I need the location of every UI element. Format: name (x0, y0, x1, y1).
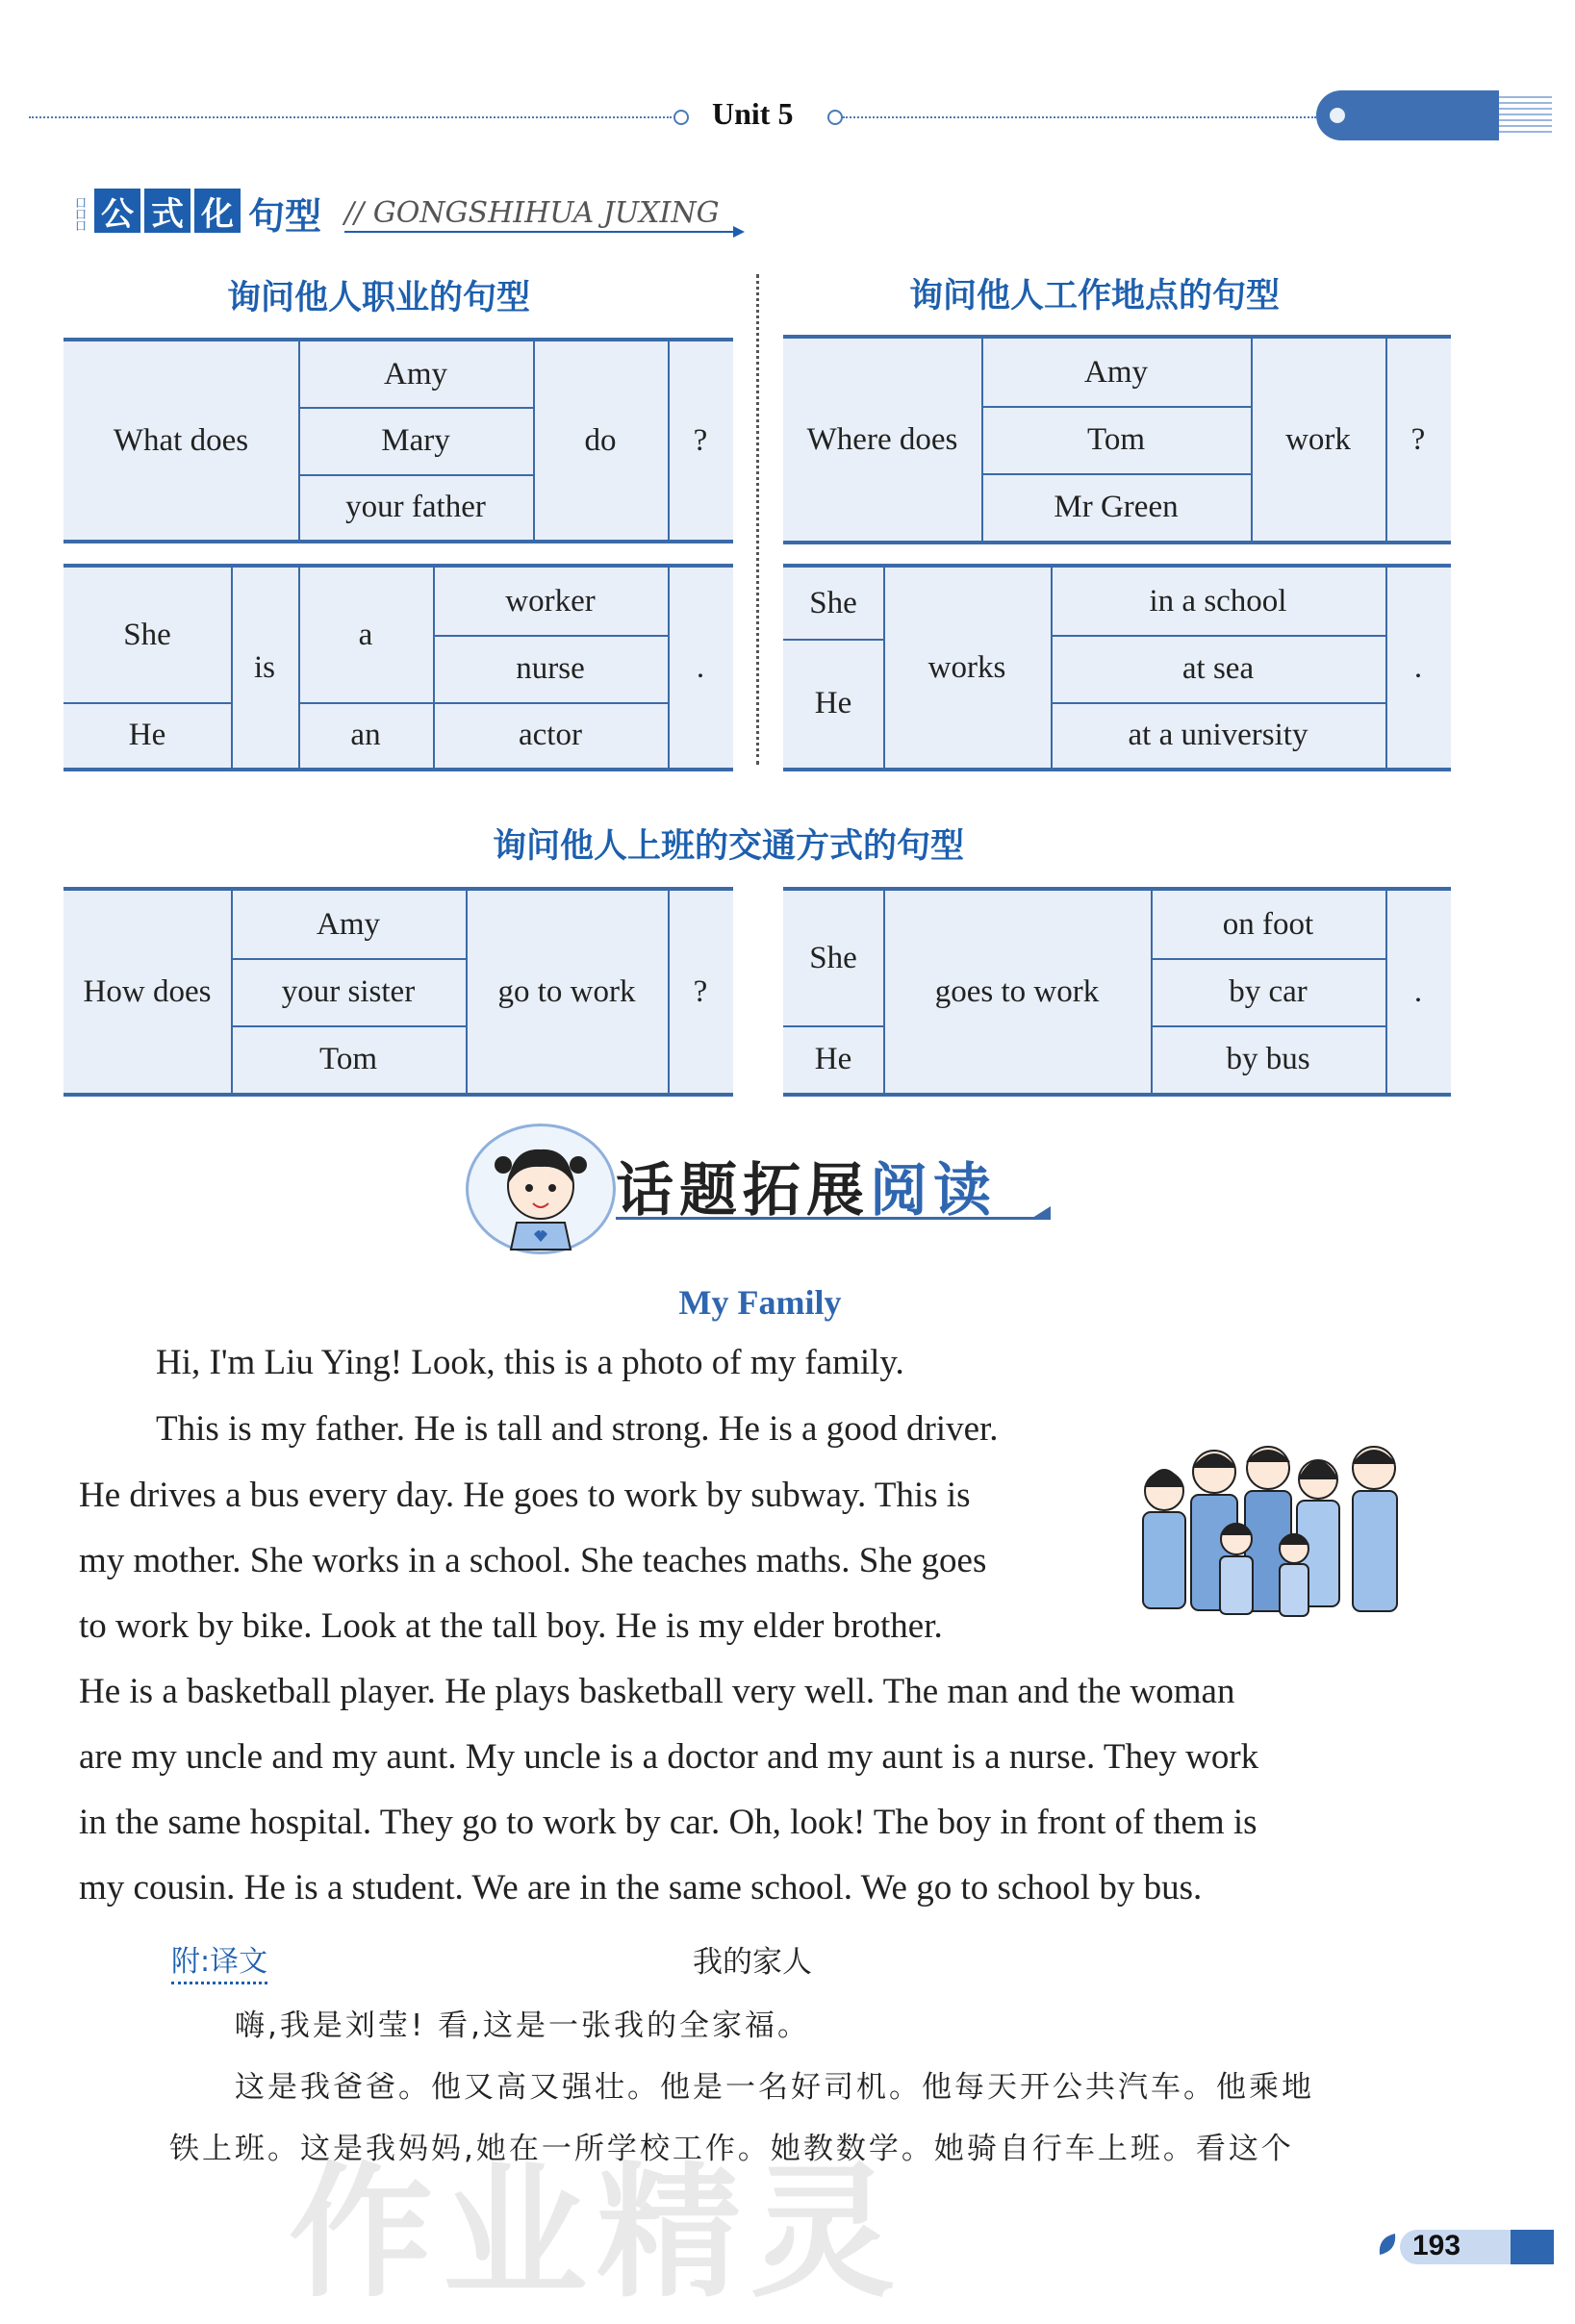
story-line-6: He is a basketball player. He plays basketball very well. The man and the woman (79, 1672, 1235, 1711)
header-dot-right (827, 110, 843, 125)
page-number-bar-end (1511, 2230, 1554, 2264)
header-rule-left (29, 116, 672, 118)
column-divider (756, 274, 759, 765)
page-number: 193 (1412, 2230, 1461, 2261)
place-question-table (783, 335, 1451, 544)
trans-q-subject-3: Tom (318, 1041, 378, 1076)
trans-q-lead: How does (83, 973, 212, 1009)
job-a-job-1: worker (505, 583, 596, 619)
family-illustration (1126, 1433, 1414, 1630)
story-line-1: Hi, I'm Liu Ying! Look, this is a photo of my family. (156, 1343, 904, 1382)
place-a-pronoun-2: He (814, 685, 852, 720)
story-line-9: my cousin. He is a student. We are in the same school. We go to school by bus. (79, 1868, 1203, 1907)
trans-a-pronoun-2: He (814, 1041, 852, 1076)
header-dot-left (673, 110, 689, 125)
trans-a-way-2: by car (1229, 973, 1308, 1009)
transport-question-table (64, 887, 733, 1097)
trans-a-way-1: on foot (1222, 906, 1314, 942)
job-q-subject-2: Mary (381, 422, 450, 458)
story-title: My Family (678, 1283, 842, 1322)
trans-a-pronoun-1: She (809, 940, 857, 975)
banner-underline (616, 1217, 1049, 1220)
translation-line-3: 铁上班。这是我妈妈,她在一所学校工作。她教数学。她骑自行车上班。看这个 (169, 2132, 1294, 2166)
header-tab-ball (1330, 108, 1345, 123)
job-a-mark: . (696, 649, 705, 685)
place-a-mark: . (1413, 649, 1423, 685)
job-a-article-1: a (358, 617, 373, 652)
watermark: 作业精灵 (289, 2150, 905, 2317)
leaf-icon (1376, 2230, 1399, 2259)
translation-label: 附:译文 (171, 1937, 267, 1984)
translation-line-2: 这是我爸爸。他又高又强壮。他是一名好司机。他每天开公共汽车。他乘地 (235, 2070, 1314, 2105)
banner-title (616, 1145, 997, 1227)
place-a-place-3: at a university (1128, 717, 1308, 752)
banner-title-b: 阅读 (870, 1157, 997, 1225)
transport-answer-table (783, 887, 1451, 1097)
section-pinyin: // GONGSHIHUA JUXING (344, 196, 720, 230)
trans-a-way-3: by bus (1226, 1041, 1310, 1076)
header-stripes (1499, 96, 1552, 135)
job-a-article-2: an (350, 717, 381, 752)
job-q-subject-3: your father (345, 489, 486, 524)
place-a-verb: works (927, 649, 1006, 685)
title-transport: 询问他人上班的交通方式的句型 (493, 827, 965, 866)
job-a-verb: is (253, 649, 275, 685)
story-line-8: in the same hospital. They go to work by car. Oh, look! The boy in front of them is (79, 1803, 1257, 1842)
trans-a-mark: . (1413, 973, 1423, 1009)
translation-line-1: 嗨,我是刘莹! 看,这是一张我的全家福。 (235, 2008, 810, 2043)
job-question-table (64, 338, 733, 543)
unit-title: Unit 5 (712, 96, 794, 131)
section-box-3: 化 (194, 189, 241, 233)
place-q-subject-3: Mr Green (1054, 489, 1179, 524)
section-box-2: 式 (144, 189, 191, 233)
title-place: 询问他人工作地点的句型 (909, 277, 1281, 316)
place-q-mark: ? (1410, 421, 1426, 457)
section-side-mark: 口口口 (75, 196, 88, 233)
story-line-5: to work by bike. Look at the tall boy. He is my elder brother. (79, 1606, 943, 1646)
place-q-verb: work (1285, 421, 1351, 457)
story-line-4: my mother. She works in a school. She teaches maths. She goes (79, 1541, 987, 1580)
place-q-subject-2: Tom (1086, 421, 1146, 457)
job-q-mark: ? (693, 422, 708, 458)
job-a-pronoun-1: She (123, 617, 171, 652)
place-q-subject-1: Amy (1084, 354, 1148, 390)
place-answer-table (783, 564, 1451, 771)
job-a-pronoun-2: He (128, 717, 166, 752)
title-job: 询问他人职业的句型 (227, 279, 531, 317)
place-a-place-2: at sea (1181, 650, 1255, 686)
banner-title-a: 话题拓展 (616, 1157, 870, 1225)
place-q-lead: Where does (806, 421, 958, 457)
story-line-3: He drives a bus every day. He goes to work by subway. This is (79, 1476, 971, 1515)
header-tab (1316, 90, 1499, 140)
trans-q-mark: ? (693, 973, 708, 1009)
trans-q-subject-2: your sister (281, 973, 416, 1009)
header-rule-right (843, 116, 1316, 118)
place-a-place-1: in a school (1149, 583, 1287, 619)
story-line-7: are my uncle and my aunt. My uncle is a doctor and my aunt is a nurse. They work (79, 1737, 1259, 1777)
section-title: 句型 (248, 195, 322, 238)
job-q-subject-1: Amy (384, 356, 447, 392)
place-a-pronoun-1: She (809, 585, 857, 620)
trans-a-verb: goes to work (934, 973, 1100, 1009)
trans-q-verb: go to work (497, 973, 636, 1009)
trans-q-subject-1: Amy (317, 906, 380, 942)
job-q-lead: What does (113, 422, 249, 458)
girl-avatar-icon (466, 1124, 616, 1254)
section-box-1: 公 (94, 189, 140, 233)
job-answer-table (64, 564, 733, 771)
job-a-job-2: nurse (516, 650, 585, 686)
job-a-job-3: actor (519, 717, 582, 752)
job-q-verb: do (584, 422, 617, 458)
story-line-2: This is my father. He is tall and strong. He is a good driver. (156, 1409, 999, 1449)
translation-title: 我的家人 (693, 1945, 812, 1980)
section-arrow (344, 231, 739, 233)
